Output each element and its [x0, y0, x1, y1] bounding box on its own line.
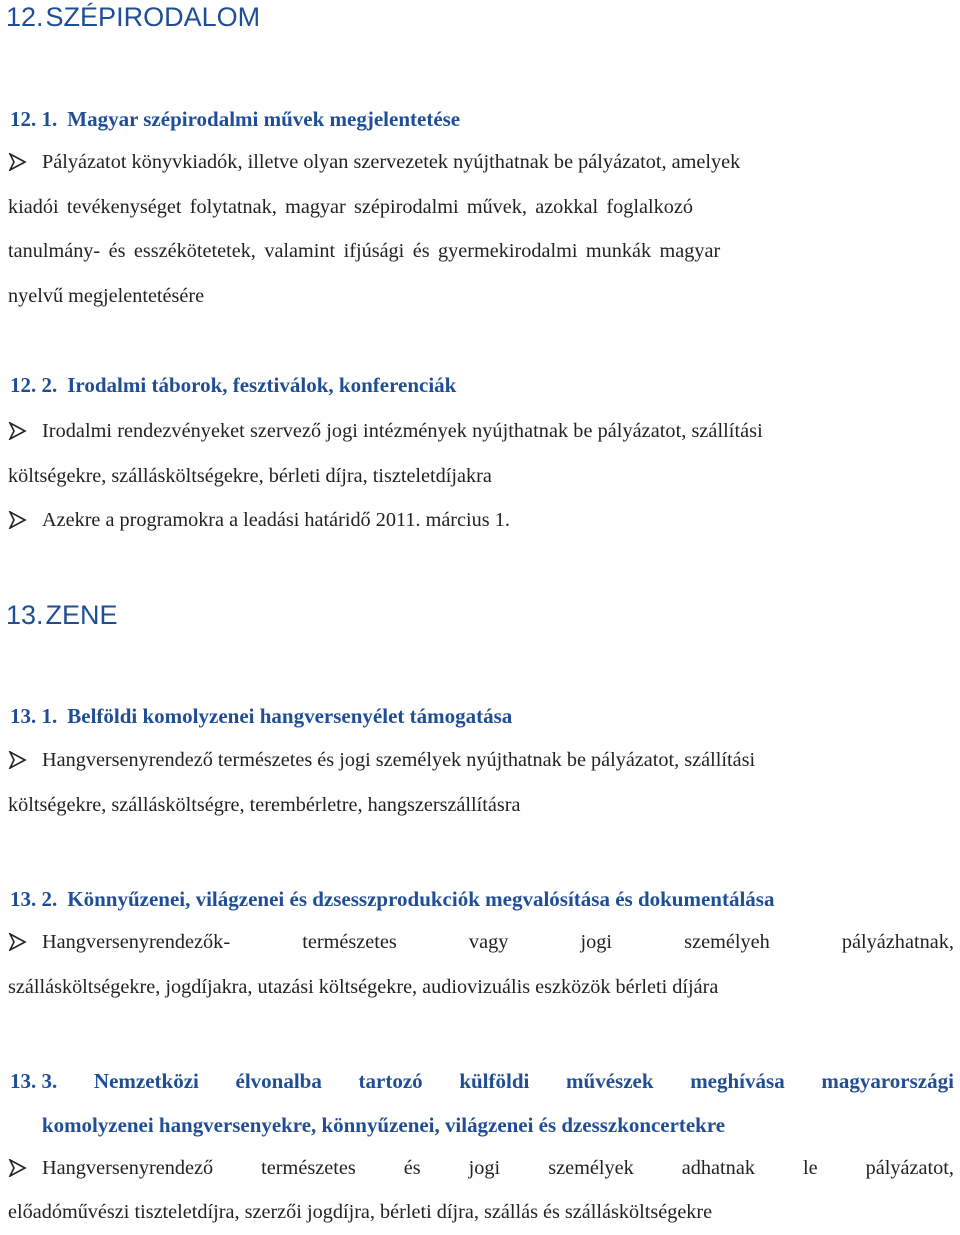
- bullet-item: [8, 738, 954, 783]
- section-heading-szepirodalom: [6, 2, 260, 33]
- bullet-line: költségekre, szállásköltségre, terembérletre, hangszerszállításra: [8, 793, 521, 816]
- bullet-text: [8, 140, 954, 185]
- subsection-heading-12-2: [10, 363, 954, 407]
- arrow-bullet-icon: [8, 511, 28, 529]
- bullet-line: Hangversenyrendező természetes és jogi személyek nyújthatnak be pályázatot, szállítási: [42, 749, 756, 771]
- bullet-line: kiadói tevékenységet folytatnak, magyar szépirodalmi művek, azokkal foglalkozó: [8, 195, 693, 218]
- bullet-item: [8, 920, 954, 965]
- bullet-continuation: [8, 454, 954, 499]
- bullet-continuation: [8, 185, 954, 230]
- arrow-bullet-icon: [8, 1159, 28, 1177]
- subsection-heading-13-3: [10, 1059, 954, 1147]
- bullet-line: nyelvű megjelentetésére: [8, 284, 205, 307]
- bullet-item: [8, 140, 954, 185]
- bullet-line: Pályázatot könyvkiadók, illetve olyan szervezetek nyújthatnak be pályázatot, amelyek: [42, 151, 741, 173]
- subsection-number: 13. 2.: [10, 887, 58, 911]
- bullet-continuation: [8, 783, 954, 828]
- subsection-title: Belföldi komolyzenei hangversenyélet támogatása: [67, 704, 513, 728]
- bullet-line: Hangversenyrendező természetes és jogi személyek adhatnak le pályázatot,: [42, 1157, 954, 1179]
- arrow-bullet-icon: [8, 153, 28, 171]
- subsection-title: Irodalmi táborok, fesztiválok, konferenciák: [67, 373, 457, 397]
- bullet-item: [8, 498, 954, 543]
- section-title: SZÉPIRODALOM: [45, 2, 261, 32]
- arrow-bullet-icon: [8, 422, 28, 440]
- arrow-bullet-icon: [8, 933, 28, 951]
- bullet-continuation: [8, 965, 954, 1010]
- bullet-continuation: [8, 274, 954, 319]
- subsection-number: 13. 3.: [10, 1069, 58, 1093]
- bullet-item: [8, 1146, 954, 1191]
- subsection-heading-13-2: [10, 877, 954, 921]
- subsection-title: Könnyűzenei, világzenei és dzsesszprodukciók megvalósítása és dokumentálása: [67, 887, 775, 911]
- subsection-title-line: 13. 3. Nemzetközi élvonalba tartozó külföldi művészek meghívása magyarországi: [10, 1059, 954, 1103]
- subsection-number: 12. 1.: [10, 107, 58, 131]
- bullet-line: szállásköltségekre, jogdíjakra, utazási költségekre, audiovizuális eszközök bérleti díjára: [8, 975, 719, 998]
- section-number: 12.: [6, 2, 44, 32]
- section-number: 13.: [6, 600, 44, 630]
- bullet-item: [8, 409, 954, 454]
- bullet-line: költségekre, szállásköltségekre, bérleti díjra, tiszteletdíjakra: [8, 464, 492, 487]
- subsection-title-line: komolyzenei hangversenyekre, könnyűzenei, világzenei és dzesszkoncertekre: [41, 1113, 726, 1137]
- subsection-number: 13. 1.: [10, 704, 58, 728]
- subsection-number: 12. 2.: [10, 373, 58, 397]
- subsection-title: Magyar szépirodalmi művek megjelentetése: [67, 107, 461, 131]
- subsection-heading-13-1: [10, 694, 954, 738]
- bullet-line: Hangversenyrendezők- természetes vagy jogi személyeh pályázhatnak,: [42, 931, 954, 953]
- bullet-line: Azekre a programokra a leadási határidő 2011. március 1.: [42, 509, 510, 531]
- subsection-heading-12-1: [10, 97, 954, 141]
- bullet-line: Irodalmi rendezvényeket szervező jogi intézmények nyújthatnak be pályázatot, szállítási: [42, 420, 763, 442]
- bullet-line: tanulmány- és esszékötetetek, valamint ifjúsági és gyermekirodalmi munkák magyar: [8, 240, 721, 262]
- section-heading-zene: [6, 600, 118, 631]
- section-title: ZENE: [45, 600, 118, 630]
- arrow-bullet-icon: [8, 751, 28, 769]
- bullet-line: előadóművészi tiszteletdíjra, szerzői jogdíjra, bérleti díjra, szállás és szállásköltségekre: [8, 1201, 713, 1223]
- bullet-continuation: [8, 229, 954, 274]
